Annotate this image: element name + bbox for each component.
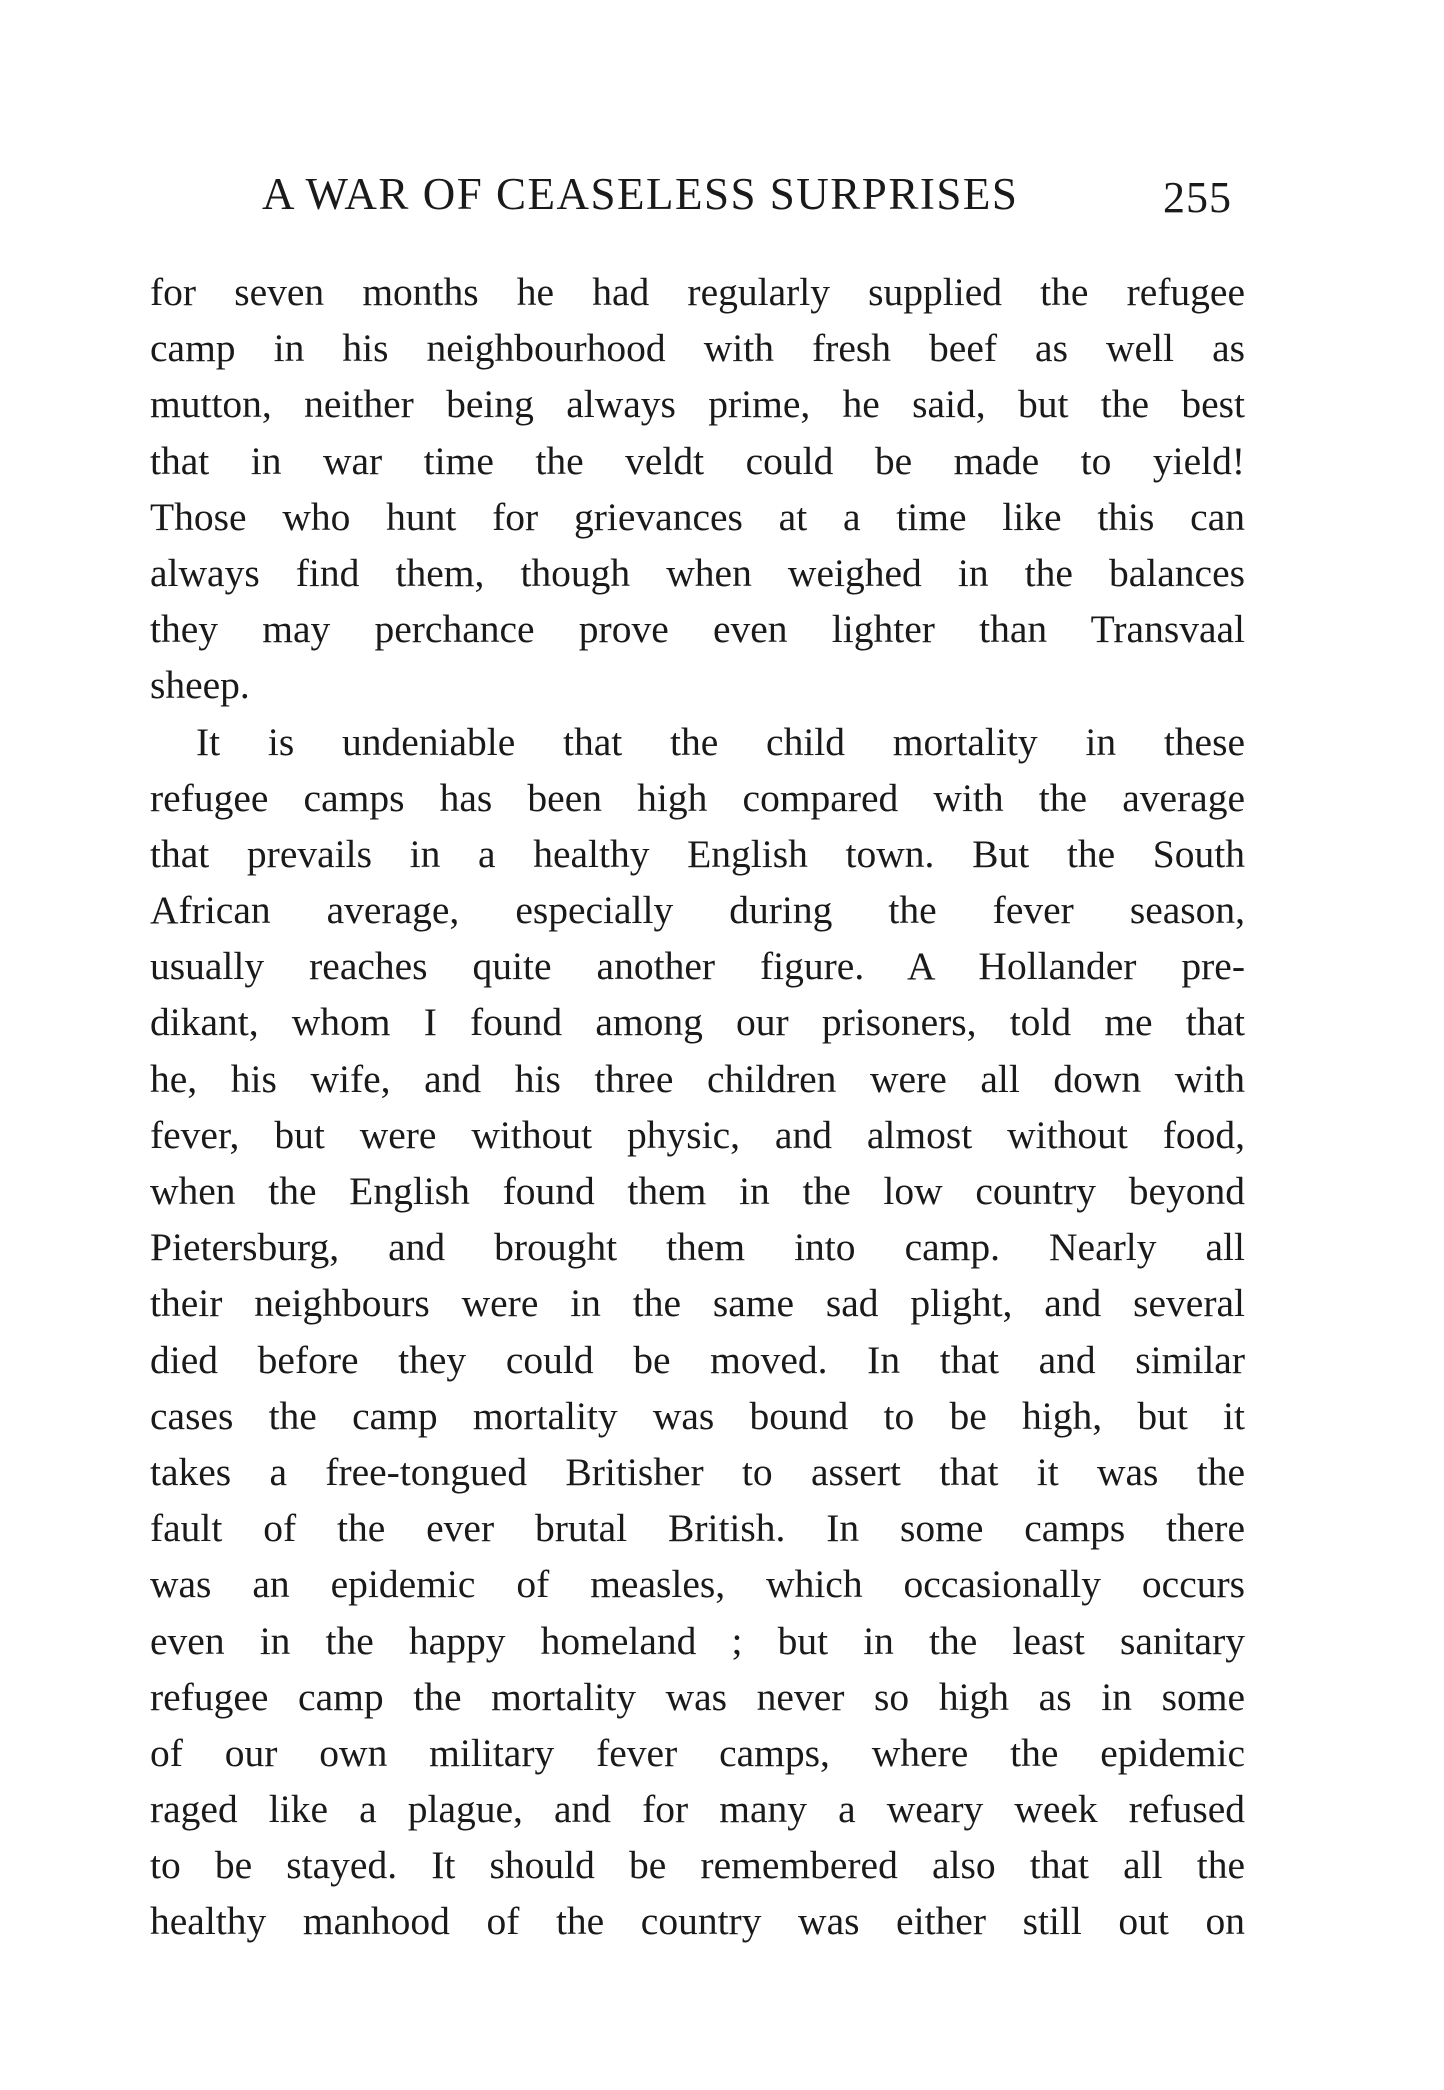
text-line: healthy manhood of the country was either still out on — [150, 1899, 1245, 1944]
text-line: for seven months he had regularly supplied the refugee — [150, 270, 1245, 314]
text-line: when the English found them in the low country beyond — [150, 1169, 1245, 1213]
text-line: they may perchance prove even lighter than Transvaal — [150, 607, 1245, 652]
text-line: refugee camps has been high compared with the average — [150, 775, 1245, 820]
text-line: that in war time the veldt could be made to yield! — [150, 438, 1245, 483]
text-line: refugee camp the mortality was never so high as in some — [150, 1674, 1245, 1719]
text-line: camp in his neighbourhood with fresh beef as well as — [150, 326, 1245, 371]
text-line: Pietersburg, and brought them into camp. Nearly all — [150, 1225, 1245, 1270]
text-line: to be stayed. It should be remembered also that all the — [150, 1843, 1245, 1888]
text-line: fever, but were without physic, and almost without food, — [150, 1112, 1245, 1157]
text-line: dikant, whom I found among our prisoners, told me that — [150, 1000, 1245, 1045]
chapter-title: A WAR OF CEASELESS SURPRISES — [262, 169, 1019, 219]
text-line: that prevails in a healthy English town. But the South — [150, 831, 1245, 876]
running-head — [262, 168, 1232, 228]
text-line: usually reaches quite another figure. A Hollander pre- — [150, 944, 1245, 989]
text-line: always find them, though when weighed in the balances — [150, 550, 1245, 595]
text-line: even in the happy homeland ; but in the least sanitary — [150, 1618, 1245, 1663]
page-number: 255 — [1163, 173, 1232, 222]
text-line: Those who hunt for grievances at a time like this can — [150, 494, 1245, 539]
body-text — [150, 264, 1245, 1950]
text-line: mutton, neither being always prime, he said, but the best — [150, 382, 1245, 427]
text-line: their neighbours were in the same sad plight, and several — [150, 1281, 1245, 1326]
text-line: takes a free-tongued Britisher to assert that it was the — [150, 1449, 1245, 1494]
text-line: of our own military fever camps, where the epidemic — [150, 1730, 1245, 1775]
text-line: was an epidemic of measles, which occasionally occurs — [150, 1562, 1245, 1607]
text-line: fault of the ever brutal British. In some camps there — [150, 1506, 1245, 1551]
text-line: raged like a plague, and for many a weary week refused — [150, 1787, 1245, 1832]
text-line: cases the camp mortality was bound to be high, but it — [150, 1393, 1245, 1438]
text-line: sheep. — [150, 663, 250, 708]
text-line: died before they could be moved. In that and similar — [150, 1337, 1245, 1382]
text-line: It is undeniable that the child mortality in these — [196, 719, 1245, 764]
text-line: African average, especially during the fever season, — [150, 888, 1245, 933]
text-line: he, his wife, and his three children were all down with — [150, 1056, 1245, 1101]
